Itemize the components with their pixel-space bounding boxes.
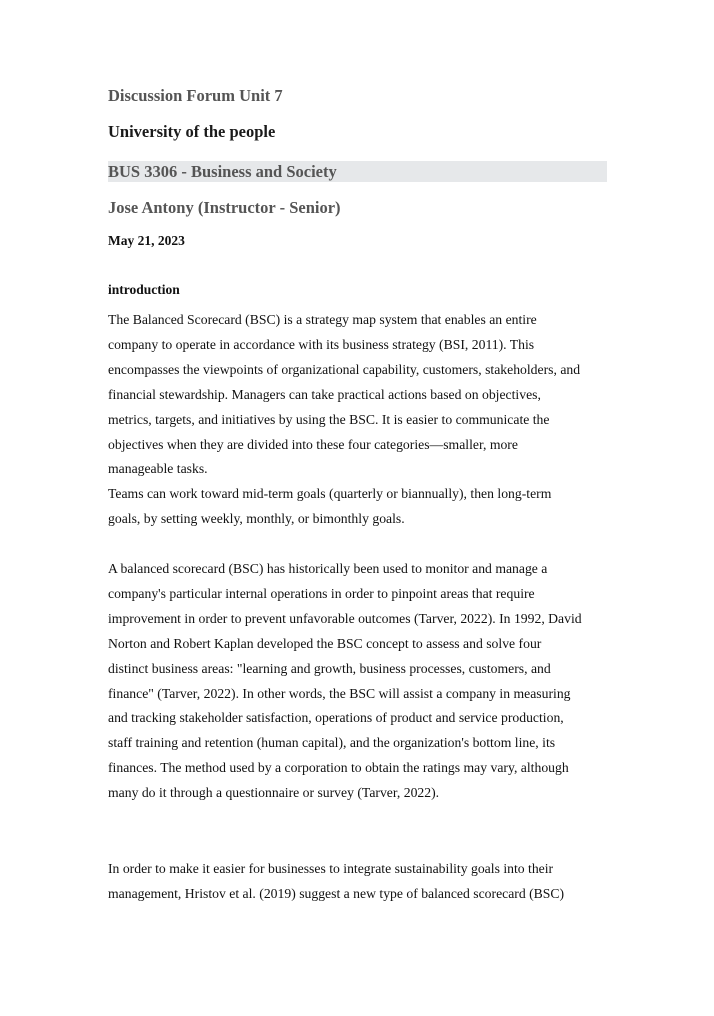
- text-line: financial stewardship. Managers can take practical actions based on objectives,: [108, 386, 541, 402]
- text-line: goals, by setting weekly, monthly, or bimonthly goals.: [108, 511, 405, 527]
- post-date: May 21, 2023: [108, 233, 185, 248]
- text-line: many do it through a questionnaire or survey (Tarver, 2022).: [108, 785, 440, 801]
- forum-title: Discussion Forum Unit 7: [108, 86, 283, 105]
- course-title-highlight: [108, 161, 607, 182]
- text-line: management, Hristov et al. (2019) suggest a new type of balanced scorecard (BSC): [108, 885, 565, 901]
- text-line: staff training and retention (human capital), and the organization's bottom line, its: [108, 735, 556, 751]
- text-line: company to operate in accordance with its business strategy (BSI, 2011). This: [108, 336, 535, 352]
- text-line: A balanced scorecard (BSC) has historically been used to monitor and manage a: [108, 561, 548, 576]
- text-line: manageable tasks.: [108, 461, 208, 477]
- text-line: improvement in order to prevent unfavorable outcomes (Tarver, 2022). In 1992, David: [108, 610, 582, 626]
- text-line: Norton and Robert Kaplan developed the BSC concept to assess and solve four: [108, 635, 542, 651]
- paragraph-bsc-history: [108, 557, 613, 806]
- text-line: encompasses the viewpoints of organizational capability, customers, stakeholders, and: [108, 361, 581, 377]
- section-heading-introduction: introduction: [108, 282, 180, 297]
- course-title: BUS 3306 - Business and Society: [108, 162, 337, 181]
- text-line: objectives when they are divided into these four categories—smaller, more: [108, 436, 518, 452]
- text-line: finance" (Tarver, 2022). In other words, the BSC will assist a company in measuring: [108, 685, 571, 701]
- text-line: Teams can work toward mid-term goals (quarterly or biannually), then long-term: [108, 486, 552, 502]
- text-line: finances. The method used by a corporation to obtain the ratings may vary, although: [108, 760, 569, 776]
- text-line: metrics, targets, and initiatives by using the BSC. It is easier to communicate the: [108, 411, 550, 427]
- university-name: University of the people: [108, 122, 276, 141]
- text-line: company's particular internal operations in order to pinpoint areas that require: [108, 585, 535, 601]
- text-line: The Balanced Scorecard (BSC) is a strategy map system that enables an entire: [108, 312, 537, 327]
- paragraph-intro: [108, 308, 613, 532]
- text-line: and tracking stakeholder satisfaction, operations of product and service production,: [108, 710, 564, 726]
- text-line: distinct business areas: "learning and growth, business processes, customers, and: [108, 660, 551, 676]
- paragraph-sustainability: [108, 857, 613, 907]
- text-line: In order to make it easier for businesses to integrate sustainability goals into their: [108, 861, 554, 876]
- instructor-name: Jose Antony (Instructor - Senior): [108, 198, 341, 217]
